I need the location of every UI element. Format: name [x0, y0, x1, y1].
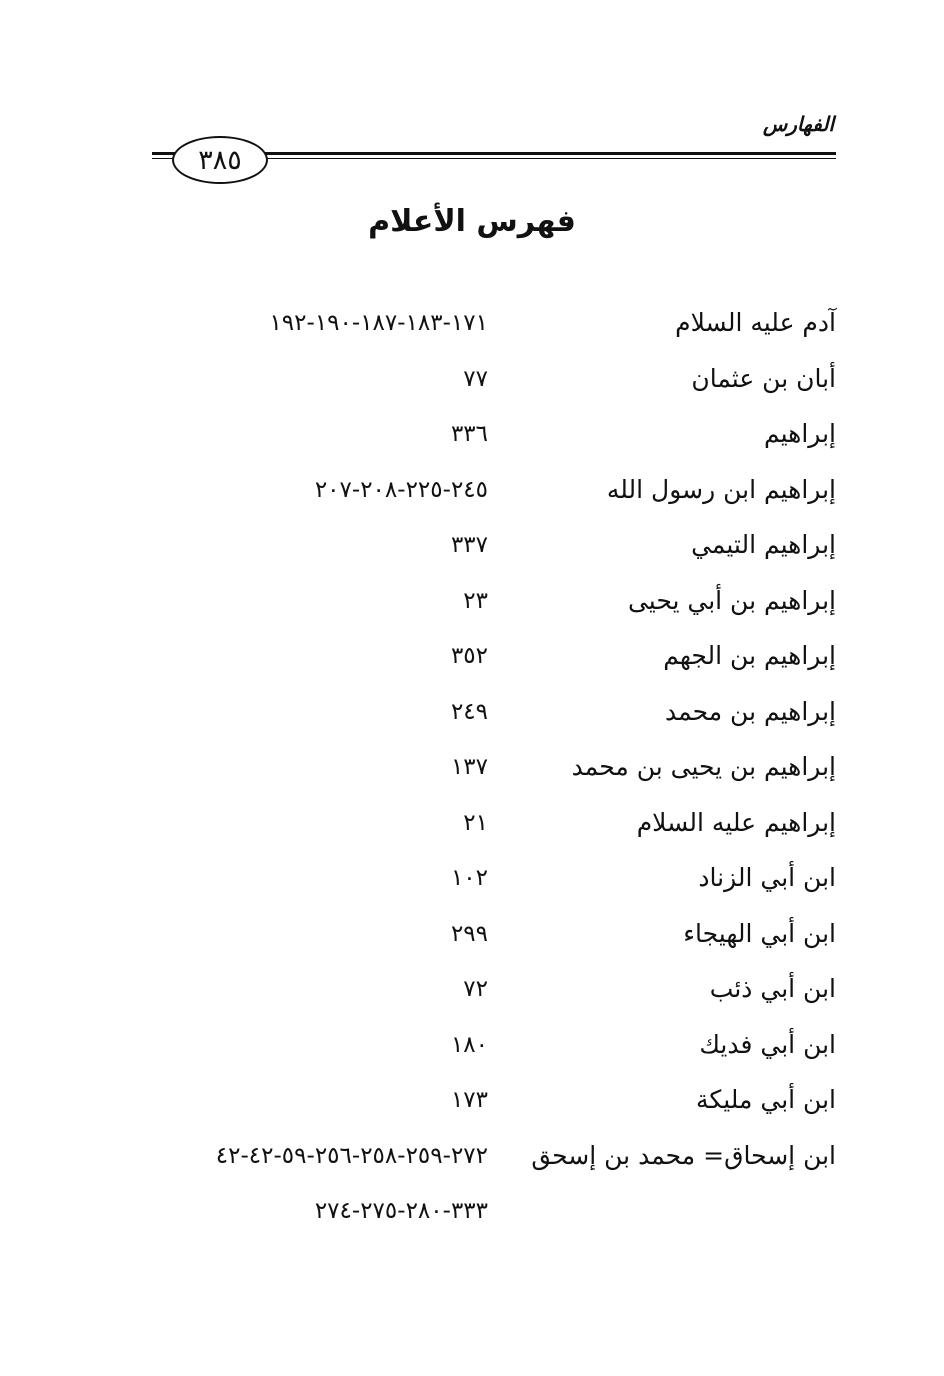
- entry-page-numbers: ١٣٧: [450, 754, 488, 780]
- running-header-title: الفهارس: [762, 112, 834, 136]
- index-entry: [120, 524, 840, 580]
- entry-name: إبراهيم بن الجهم: [663, 641, 836, 670]
- index-entry: [120, 1190, 840, 1246]
- entry-name: إبراهيم ابن رسول الله: [606, 474, 836, 504]
- index-entry: [120, 1135, 840, 1191]
- entry-page-numbers: ٣٥٢: [450, 643, 488, 669]
- index-entry: [120, 857, 840, 913]
- index-entry: [120, 580, 840, 636]
- entry-name: إبراهيم بن أبي يحيى: [627, 585, 836, 615]
- index-entry: [120, 691, 840, 747]
- entry-page-numbers: ٢٩٩: [450, 920, 488, 947]
- index-entry: [120, 302, 840, 358]
- entry-name: ابن أبي مليكة: [696, 1085, 836, 1114]
- page-number-badge: [172, 136, 268, 184]
- index-entry: [120, 635, 840, 691]
- entry-name: ابن أبي الزناد: [698, 863, 836, 892]
- page-number: ٣٨٥: [198, 144, 242, 176]
- index-entry-list: [120, 302, 840, 1246]
- entry-page-numbers: ٢٧٢-٢٥٩-٢٥٨-٢٥٦-٥٩-٤٢-٤٢: [215, 1142, 488, 1169]
- entry-page-numbers: ١٠٢: [450, 865, 488, 891]
- entry-name: إبراهيم: [763, 419, 836, 448]
- entry-name: إبراهيم بن محمد: [665, 696, 836, 726]
- index-entry: [120, 358, 840, 414]
- entry-name: ابن إسحاق= محمد بن إسحق: [531, 1140, 836, 1170]
- entry-name: إبراهيم بن يحيى بن محمد: [571, 752, 836, 781]
- entry-page-numbers: ٧٢: [463, 976, 488, 1002]
- entry-page-numbers: ٣٣٣-٢٨٠-٢٧٥-٢٧٤: [314, 1198, 488, 1224]
- index-entry: [120, 913, 840, 969]
- entry-name: ابن أبي ذئب: [709, 974, 836, 1003]
- index-entry: [120, 968, 840, 1024]
- index-entry: [120, 1079, 840, 1135]
- entry-page-numbers: ٢٤٥-٢٢٥-٢٠٨-٢٠٧: [314, 476, 488, 503]
- entry-page-numbers: ١٧٣: [450, 1087, 488, 1113]
- entry-page-numbers: ٢٤٩: [450, 698, 488, 725]
- entry-page-numbers: ٢١: [463, 809, 488, 836]
- entry-page-numbers: ١٧١-١٨٣-١٨٧-١٩٠-١٩٢: [269, 310, 488, 336]
- entry-name: أبان بن عثمان: [691, 363, 836, 393]
- index-entry: [120, 413, 840, 469]
- index-entry: [120, 802, 840, 858]
- index-entry: [120, 469, 840, 525]
- entry-name: ابن أبي الهيجاء: [683, 918, 836, 948]
- entry-page-numbers: ٧٧: [463, 365, 488, 392]
- entry-page-numbers: ١٨٠: [450, 1031, 488, 1058]
- entry-page-numbers: ٣٣٧: [450, 532, 488, 558]
- entry-name: ابن أبي فديك: [699, 1029, 836, 1059]
- entry-name: آدم عليه السلام: [675, 308, 836, 337]
- entry-page-numbers: ٣٣٦: [450, 421, 488, 447]
- entry-page-numbers: ٢٣: [463, 587, 488, 614]
- index-entry: [120, 746, 840, 802]
- entry-name: إبراهيم عليه السلام: [636, 807, 836, 837]
- index-entry: [120, 1024, 840, 1080]
- index-title: فهرس الأعلام: [368, 204, 576, 239]
- entry-name: إبراهيم التيمي: [691, 530, 836, 559]
